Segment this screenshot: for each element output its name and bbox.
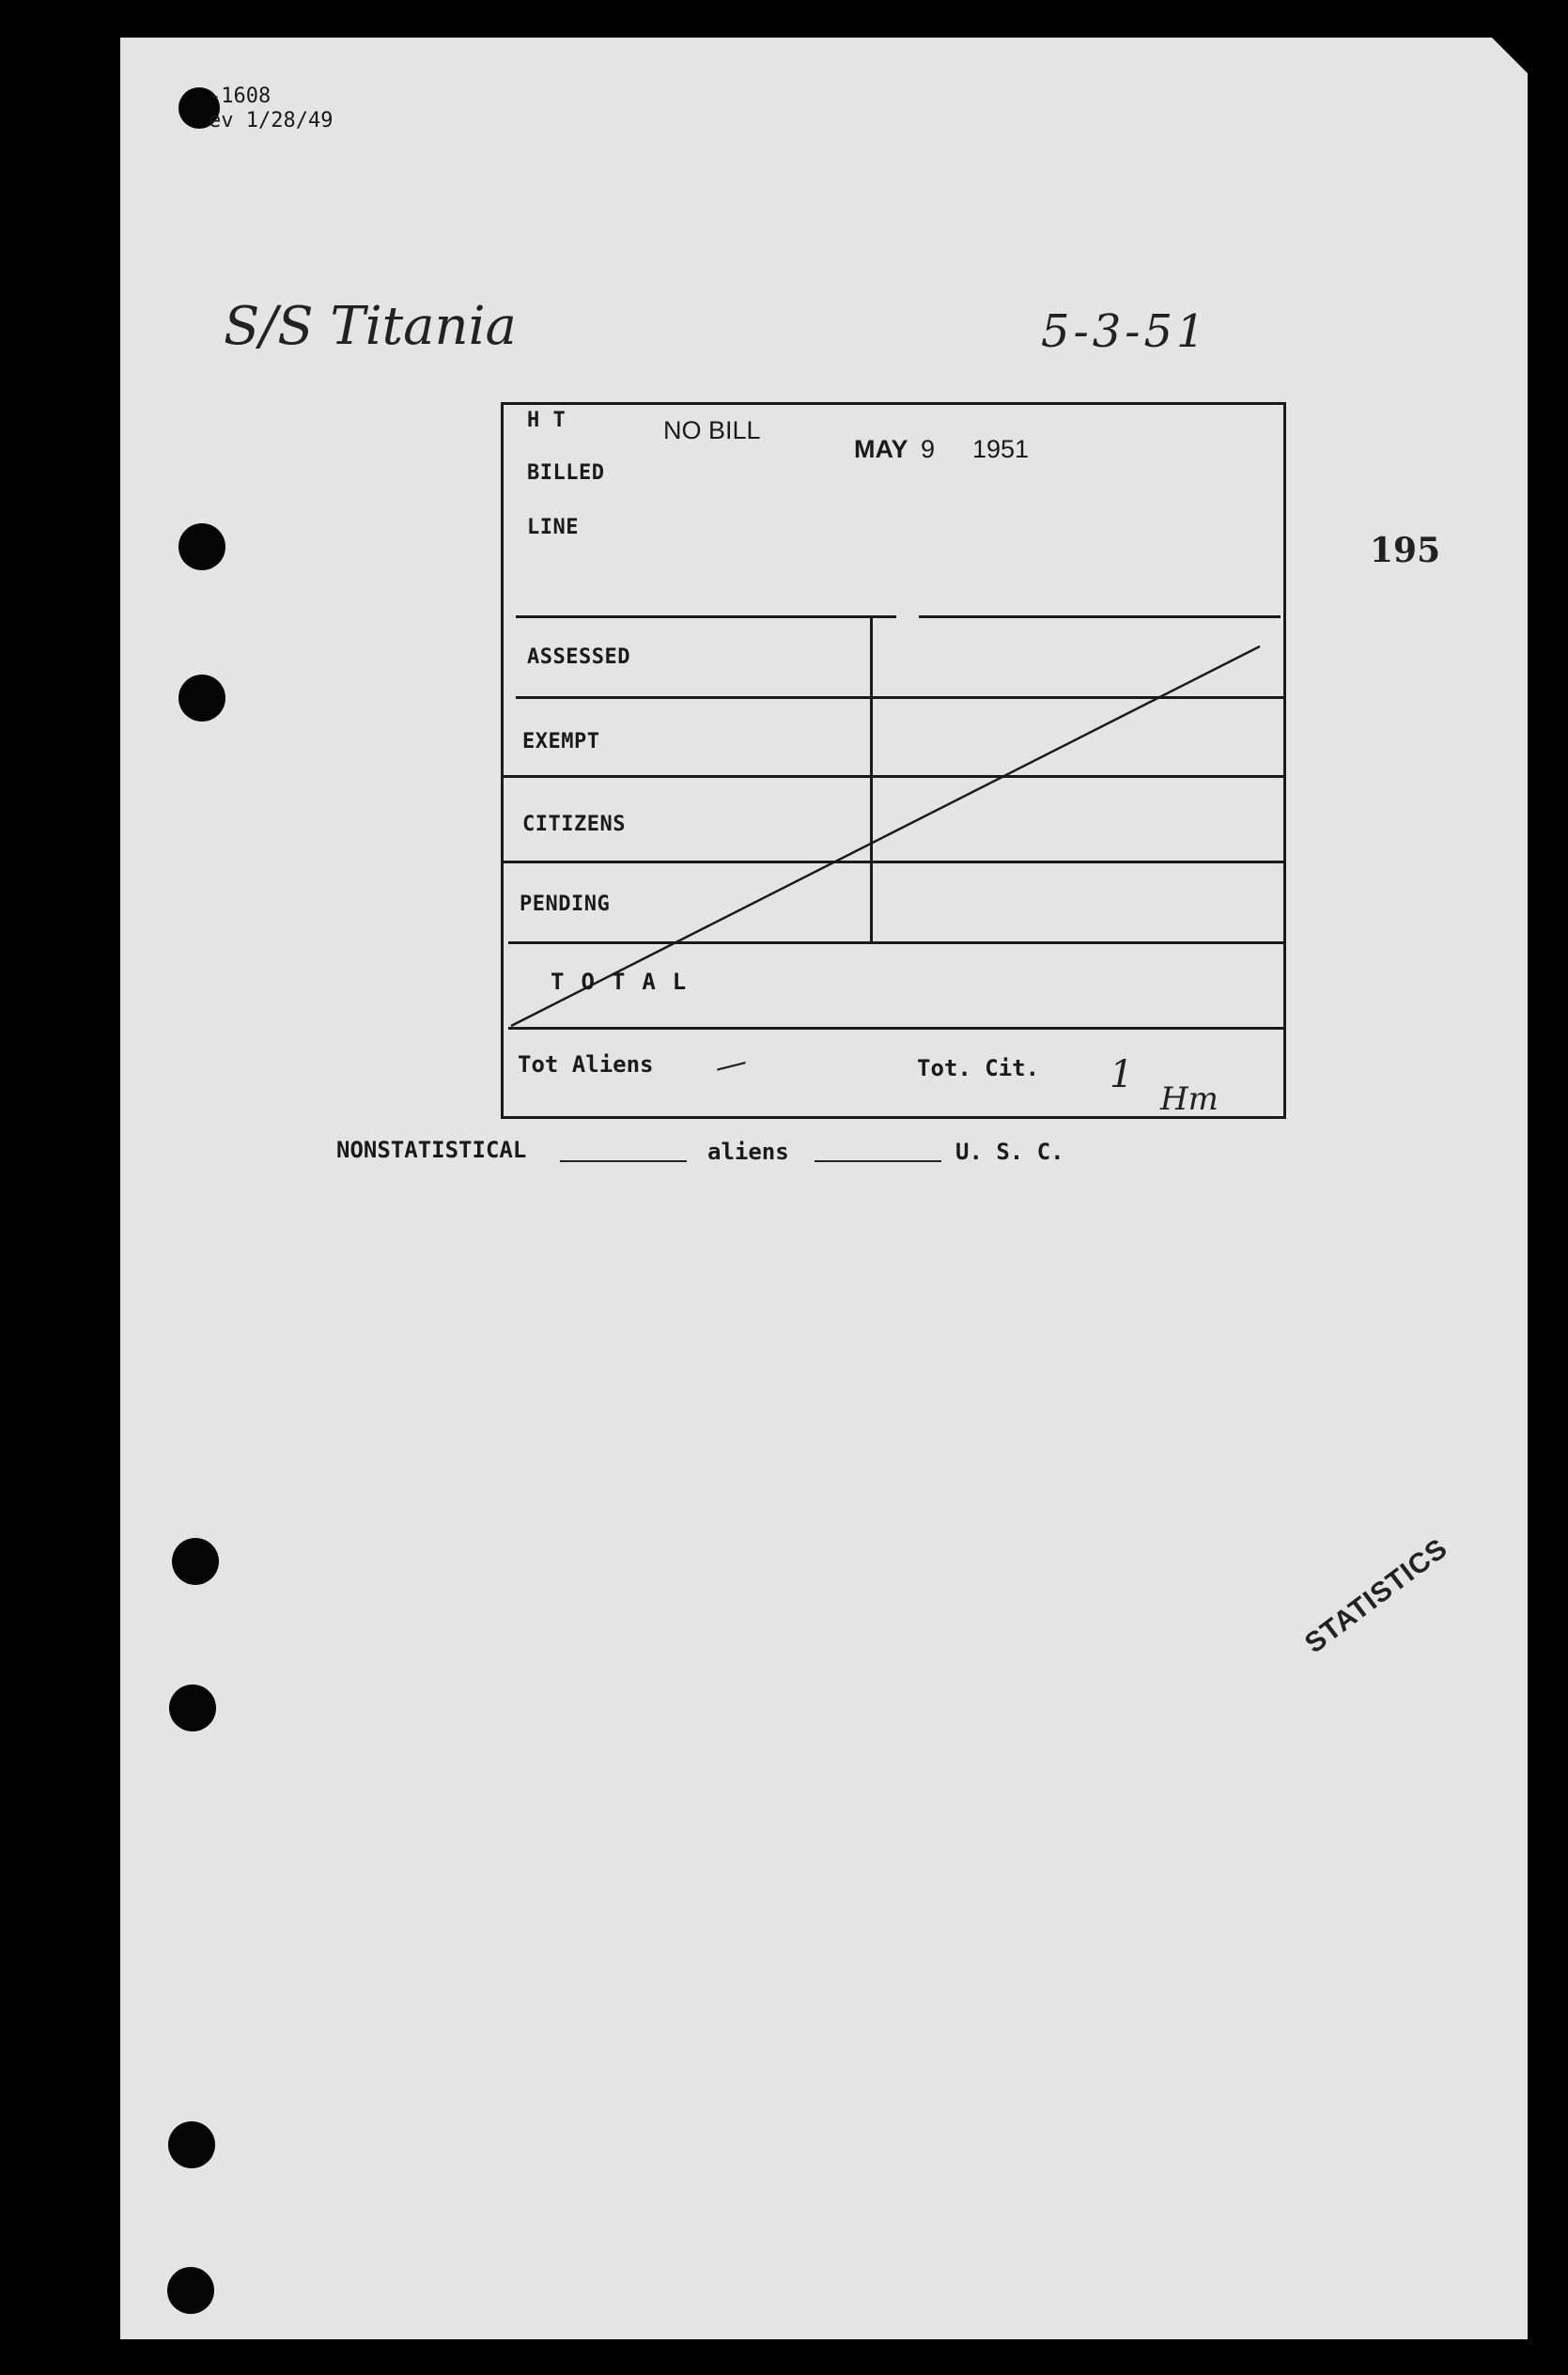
tot-aliens-mark: — [710,1042,752,1087]
label-billed: BILLED [527,461,605,485]
punch-hole [172,1538,219,1585]
label-tot-aliens: Tot Aliens [518,1051,654,1078]
date-stamp-year: 1951 [972,435,1030,463]
label-line: LINE [527,516,579,539]
punch-hole [168,2121,215,2168]
page-number: 195 [1370,531,1441,570]
label-tot-cit: Tot. Cit. [917,1055,1040,1081]
document-sheet [120,38,1528,2339]
label-nonstatistical: NONSTATISTICAL [336,1137,527,1163]
tot-cit-value: 1 [1110,1053,1134,1096]
label-assessed: ASSESSED [527,645,630,669]
label-usc: U. S. C. [955,1139,1064,1165]
punch-hole [169,1684,216,1731]
date-stamp-month: MAY [854,435,908,463]
form-number: -1608 [209,85,272,108]
label-total: TOTAL [551,969,704,995]
handwritten-date: 5-3-51 [1041,305,1209,358]
nonstatistical-aliens-blank [560,1160,687,1162]
punch-hole [179,675,225,722]
initials: Hm [1160,1080,1219,1118]
date-stamp-day: 9 [921,435,936,463]
label-citizens: CITIZENS [522,813,626,836]
label-exempt: EXEMPT [522,730,600,753]
cancellation-line [504,405,1289,1122]
punch-hole [167,2267,214,2314]
label-pending: PENDING [520,893,611,916]
label-aliens: aliens [707,1139,789,1165]
punch-hole [179,523,225,570]
ship-name: S/S Titania [224,296,517,357]
label-ht: H T [527,409,567,432]
nonstatistical-usc-blank [815,1160,941,1162]
statistics-stamp: STATISTICS [1299,1532,1454,1660]
manifest-form-box [501,402,1286,1119]
no-bill-stamp: NO BILL [663,416,761,444]
form-revision: ev 1/28/49 [209,109,334,132]
